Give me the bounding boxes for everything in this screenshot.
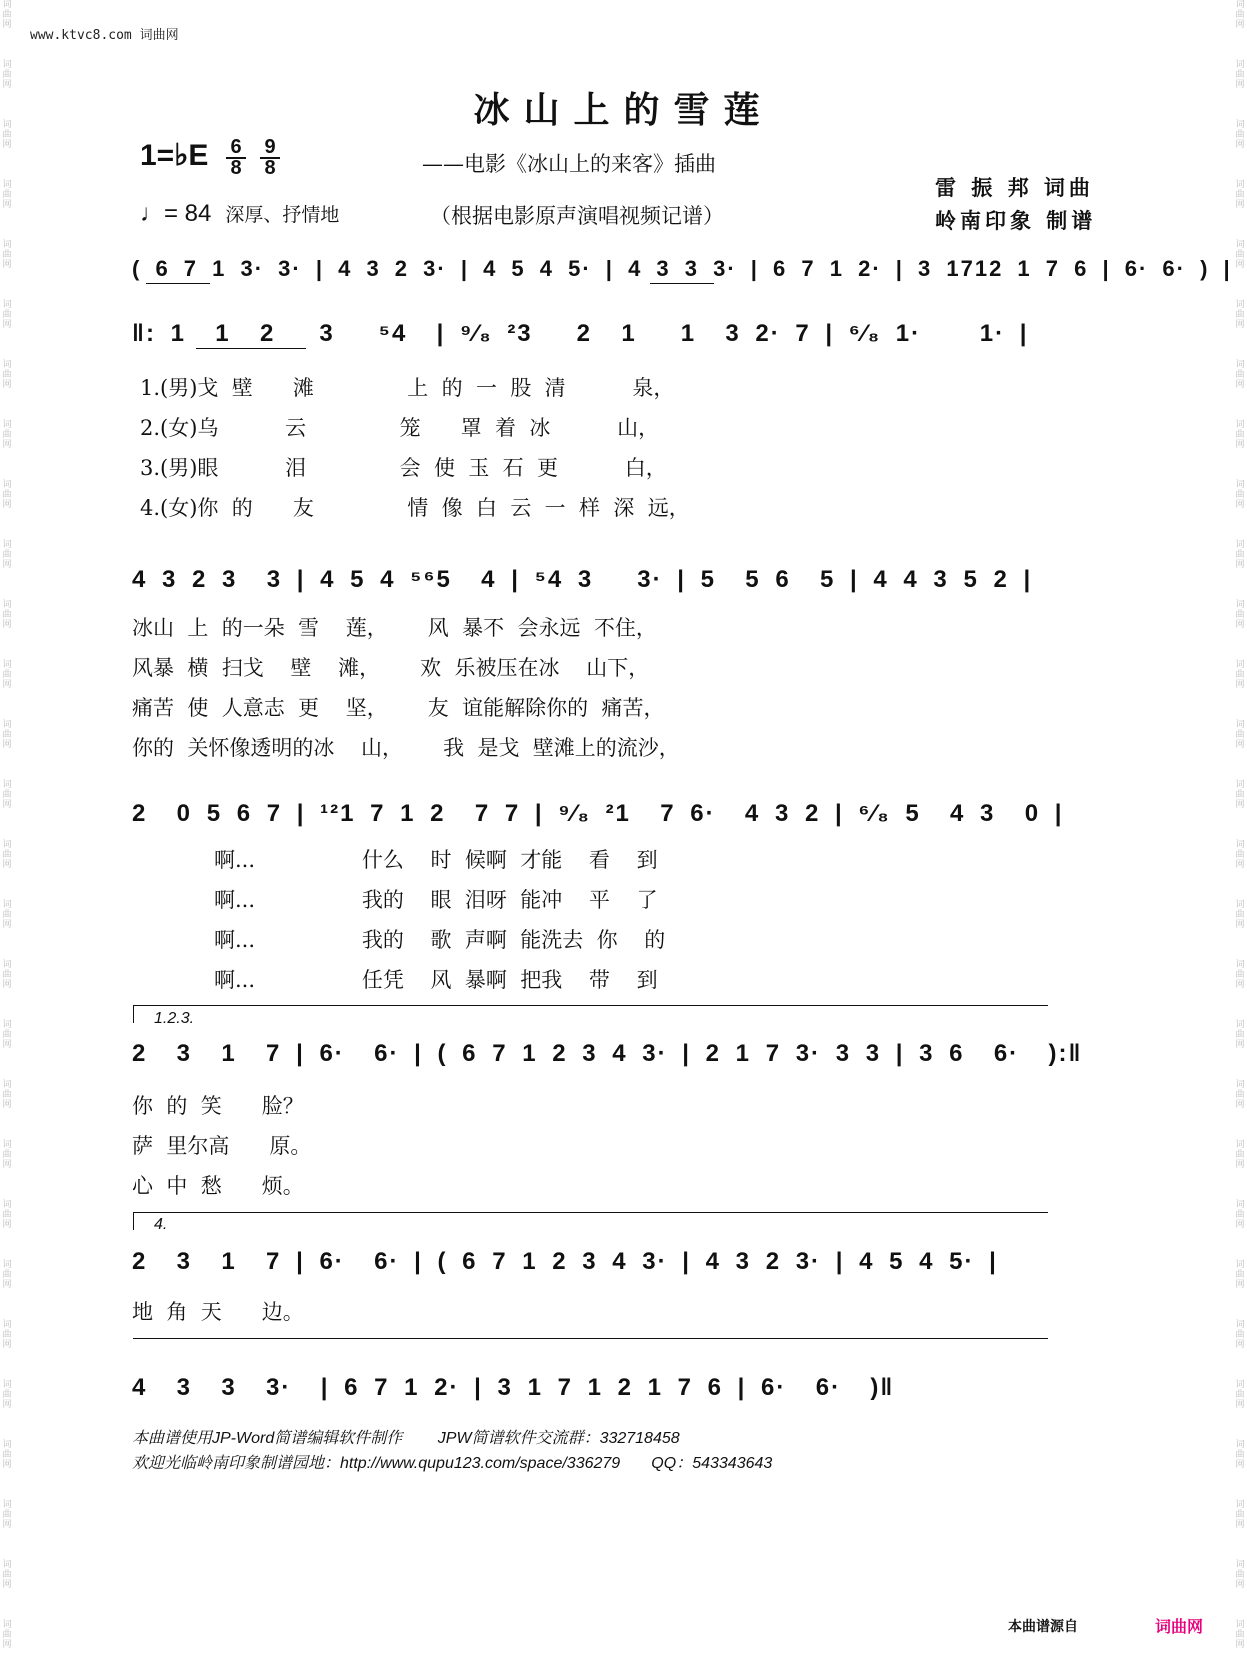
watermark-text: 词 曲 网 (1235, 120, 1245, 150)
watermark-text: 词 曲 网 (2, 120, 12, 150)
underline (146, 283, 210, 284)
watermark-text: 词 曲 网 (2, 60, 12, 90)
verse-c-3: 啊... 我的 歌 声啊 能洗去 你 的 (214, 928, 666, 952)
watermark-text: 词 曲 网 (1235, 840, 1245, 870)
watermark-text: 词 曲 网 (1235, 1260, 1245, 1290)
watermark-text: 词 曲 网 (1235, 720, 1245, 750)
watermark-text: 词 曲 网 (1235, 300, 1245, 330)
watermark-text: 词 曲 网 (1235, 1080, 1245, 1110)
verse-c-4: 啊... 任凭 风 暴啊 把我 带 到 (214, 968, 658, 992)
watermark-column-right (1233, 0, 1247, 1656)
notes-line-5: 2 3 1 7 | 6· 6· | ( 6 7 1 2 3 4 3· | 4 3 2 3· | 4 5 4 5· | (132, 1248, 998, 1275)
watermark-column-left (0, 0, 14, 1656)
watermark-text: 词 曲 网 (2, 1260, 12, 1290)
watermark-text: 词 曲 网 (1235, 1620, 1245, 1650)
volta-2-bracket (133, 1212, 1048, 1213)
verse-d-1: 你 的 笑 脸？ (132, 1094, 304, 1118)
watermark-text: 词 曲 网 (1235, 780, 1245, 810)
volta-1-edge (133, 1005, 134, 1023)
watermark-text: 词 曲 网 (1235, 960, 1245, 990)
tempo-mark: 深厚、抒情地 (225, 204, 340, 226)
underline (196, 348, 306, 349)
arranger-credit: 岭南印象 制谱 (935, 208, 1097, 233)
watermark-text: 词 曲 网 (1235, 420, 1245, 450)
watermark-text: 词 曲 网 (1235, 60, 1245, 90)
watermark-text: 词 曲 网 (2, 1620, 12, 1650)
watermark-text: 词 曲 网 (2, 1380, 12, 1410)
notes-line-3: 2 0 5 6 7 | ¹²1 7 1 2 7 7 | ⁹⁄₈ ²1 7 6· 4 3 2 | ⁶⁄₈ 5 4 3 0 | (132, 800, 1064, 827)
verse-e: 地 角 天 边。 (132, 1300, 304, 1324)
verse-b-2: 风暴 横 扫戈 壁 滩， 欢 乐被压在冰 山下， (132, 656, 650, 680)
notes-line-1: ‖: 1 1 2 3 ⁵4 | ⁹⁄₈ ²3 2 1 1 3 2· 7 | ⁶⁄₈ 1· 1· | (132, 320, 1029, 347)
watermark-text: 词 曲 网 (1235, 1500, 1245, 1530)
watermark-text: 词 曲 网 (2, 780, 12, 810)
watermark-text: 词 曲 网 (1235, 1140, 1245, 1170)
watermark-text: 词 曲 网 (1235, 1200, 1245, 1230)
tempo (140, 200, 339, 228)
verse-b-1: 冰山 上 的一朵 雪 莲， 风 暴不 会永远 不住， (132, 616, 657, 640)
watermark-text: 词 曲 网 (1235, 480, 1245, 510)
watermark-text: 词 曲 网 (1235, 0, 1245, 30)
volta-1-bracket (133, 1005, 1048, 1006)
verse-a-2: 2.(女)乌 云 笼 罩 着 冰 山， (140, 416, 660, 440)
verse-a-3: 3.(男)眼 泪 会 使 玉 石 更 白， (140, 456, 667, 480)
watermark-text: 词 曲 网 (1235, 600, 1245, 630)
watermark-text: 词 曲 网 (1235, 180, 1245, 210)
source-label: 本曲谱源自 (1008, 1619, 1078, 1635)
watermark-text: 词 曲 网 (2, 1560, 12, 1590)
watermark-text: 词 曲 网 (2, 540, 12, 570)
verse-d-3: 心 中 愁 烦。 (132, 1174, 304, 1198)
time-signature-1: $\frac{6}{8}$ (226, 138, 246, 178)
song-title: 冰山上的雪莲 (473, 89, 774, 131)
coda-bracket (133, 1338, 1048, 1339)
verse-a-4: 4.(女)你 的 友 情 像 白 云 一 样 深 远， (140, 496, 690, 520)
watermark-text: 词 曲 网 (2, 960, 12, 990)
volta-2-edge (133, 1212, 134, 1230)
watermark-text: 词 曲 网 (2, 900, 12, 930)
volta-1-label: 1.2.3. (154, 1010, 195, 1027)
subtitle: ——电影《冰山上的来客》插曲 (422, 152, 716, 176)
notes-line-2: 4 3 2 3 3 | 4 5 4 ⁵⁶5 4 | ⁵4 3 3· | 5 5 6 5 | 4 4 3 5 2 | (132, 566, 1033, 593)
footer-software: 本曲谱使用JP-Word简谱编辑软件制作 JPW简谱软件交流群：332718458 (132, 1430, 680, 1447)
watermark-text: 词 曲 网 (2, 0, 12, 30)
watermark-text: 词 曲 网 (2, 300, 12, 330)
watermark-text: 词 曲 网 (2, 480, 12, 510)
watermark-text: 词 曲 网 (2, 240, 12, 270)
underline (650, 283, 714, 284)
verse-c-1: 啊... 什么 时 候啊 才能 看 到 (214, 848, 658, 872)
watermark-text: 词 曲 网 (2, 1500, 12, 1530)
key-signature: 1=♭E (140, 139, 209, 172)
watermark-text: 词 曲 网 (2, 360, 12, 390)
watermark-text: 词 曲 网 (1235, 1560, 1245, 1590)
brand-logo[interactable]: 词曲网 (1155, 1617, 1204, 1636)
watermark-text: 词 曲 网 (2, 1020, 12, 1050)
source-note: （根据电影原声演唱视频记谱） (430, 204, 724, 228)
verse-d-2: 萨 里尔高 原。 (132, 1134, 312, 1158)
watermark-text: 词 曲 网 (2, 840, 12, 870)
watermark-text: 词 曲 网 (1235, 360, 1245, 390)
verse-c-2: 啊... 我的 眼 泪呀 能冲 平 了 (214, 888, 658, 912)
watermark-text: 词 曲 网 (1235, 660, 1245, 690)
time-signature-2: $\frac{9}{8}$ (260, 138, 280, 178)
watermark-text: 词 曲 网 (1235, 1440, 1245, 1470)
watermark-text: 词 曲 网 (1235, 1020, 1245, 1050)
watermark-text: 词 曲 网 (2, 1440, 12, 1470)
watermark-text: 词 曲 网 (2, 1320, 12, 1350)
watermark-text: 词 曲 网 (2, 1200, 12, 1230)
watermark-text: 词 曲 网 (2, 720, 12, 750)
footer-link[interactable]: 欢迎光临岭南印象制谱园地：http://www.qupu123.com/space/336279 QQ：543343643 (132, 1455, 773, 1472)
author-credit: 雷 振 邦 词曲 (935, 175, 1094, 200)
watermark-text: 词 曲 网 (1235, 900, 1245, 930)
volta-2-label: 4. (154, 1216, 168, 1233)
tempo-value: ♩= 84 (140, 200, 212, 227)
intro-notes: ( 6 7 1 3· 3· | 4 3 2 3· | 4 5 4 5· | 4 3 3 3· | 6 7 1 2· | 3 1712 1 7 6 | 6· 6· ) | (132, 256, 1232, 281)
notes-line-4: 2 3 1 7 | 6· 6· | ( 6 7 1 2 3 4 3· | 2 1 7 3· 3 3 | 3 6 6· ):‖ (132, 1040, 1083, 1067)
watermark-text: 词 曲 网 (1235, 1380, 1245, 1410)
notes-line-6: 4 3 3 3· | 6 7 1 2· | 3 1 7 1 2 1 7 6 | 6· 6· )‖ (132, 1374, 895, 1401)
watermark-text: 词 曲 网 (1235, 540, 1245, 570)
watermark-text: 词 曲 网 (2, 420, 12, 450)
watermark-text: 词 曲 网 (2, 1080, 12, 1110)
watermark-text: 词 曲 网 (1235, 1320, 1245, 1350)
verse-b-4: 你的 关怀像透明的冰 山， 我 是戈 壁滩上的流沙， (132, 736, 680, 760)
watermark-text: 词 曲 网 (2, 180, 12, 210)
watermark-text: 词 曲 网 (2, 1140, 12, 1170)
verse-a-1: 1.(男)戈 壁 滩 上 的 一 股 清 泉， (140, 376, 675, 400)
verse-b-3: 痛苦 使 人意志 更 坚， 友 谊能解除你的 痛苦， (132, 696, 665, 720)
watermark-text: 词 曲 网 (1235, 240, 1245, 270)
site-url[interactable]: www.ktvc8.com 词曲网 (30, 28, 179, 43)
watermark-text: 词 曲 网 (2, 660, 12, 690)
watermark-text: 词 曲 网 (2, 600, 12, 630)
